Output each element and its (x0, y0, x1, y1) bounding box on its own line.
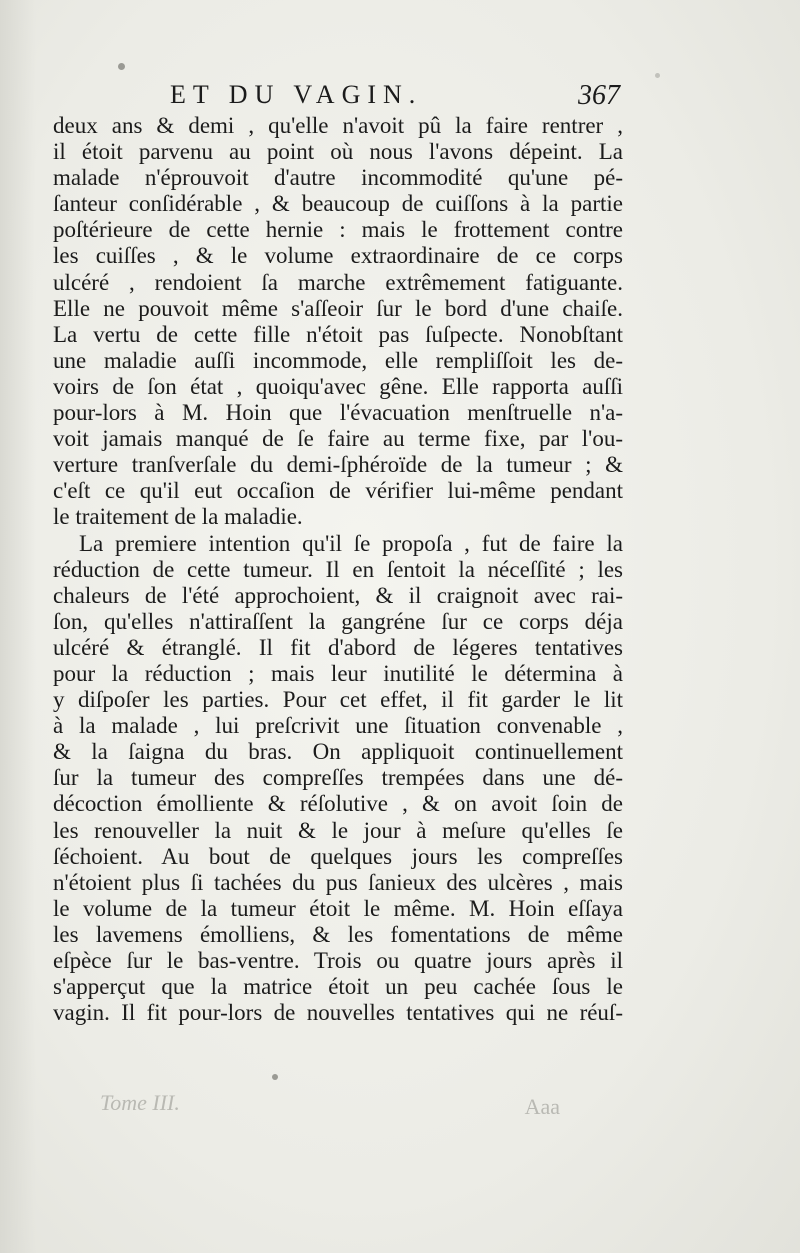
text-line: ſéchoient. Au bout de quelques jours les compreſſes (53, 843, 623, 869)
text-line: deux ans & demi , qu'elle n'avoit pû la faire rentrer , (53, 113, 623, 138)
text-line: chaleurs de l'été approchoient, & il craignoit avec rai- (53, 582, 623, 608)
text-line: le volume de la tumeur étoit le même. M. Hoin eſſaya (53, 895, 623, 921)
running-title: ET DU VAGIN. (170, 80, 423, 109)
text-line: La vertu de cette fille n'étoit pas ſuſpecte. Nonobſtant (53, 321, 623, 347)
text-line: s'apperçut que la matrice étoit un peu cachée ſous le (53, 974, 623, 1000)
text-line: les cuiſſes , & le volume extraordinaire de ce corps (53, 243, 623, 269)
text-line: eſpèce ſur le bas-ventre. Trois ou quatre jours après il (53, 948, 623, 973)
body-text (53, 113, 623, 1026)
page-number: 367 (578, 80, 620, 111)
text-line: ſon, qu'elles n'attiraſſent la gangréne ſur ce corps déja (53, 608, 623, 634)
text-line: ſanteur conſidérable , & beaucoup de cuiſſons à la partie (53, 191, 623, 217)
text-line: poſtérieure de cette hernie : mais le frottement contre (53, 217, 623, 243)
text-line: décoction émolliente & réſolutive , & on avoit ſoin de (53, 791, 623, 817)
text-line: voit jamais manqué de ſe faire au terme fixe, par l'ou- (53, 426, 623, 452)
ink-speck (272, 1074, 278, 1080)
text-line: verture tranſverſale du demi-ſphéroïde de la tumeur ; & (53, 452, 623, 478)
text-line: les lavemens émolliens, & les fomentations de même (53, 921, 623, 947)
text-line: malade n'éprouvoit d'autre incommodité qu'une pé- (53, 165, 623, 191)
text-line: une maladie auſſi incommode, elle rempliſſoit les de- (53, 347, 623, 373)
text-line: ulcéré , rendoient ſa marche extrêmement fatiguante. (53, 269, 623, 295)
paragraph-start-line: La premiere intention qu'il ſe propoſa , fut de faire la (79, 530, 623, 556)
ink-speck (655, 73, 660, 78)
text-line: il étoit parvenu au point où nous l'avons dépeint. La (53, 139, 623, 165)
text-line: réduction de cette tumeur. Il en ſentoit la néceſſité ; les (53, 556, 623, 582)
text-line: & la ſaigna du bras. On appliquoit continuellement (53, 739, 623, 765)
text-line: c'eſt ce qu'il eut occaſion de vérifier lui-même pendant (53, 478, 623, 504)
page-edge-shadow (0, 0, 36, 1253)
text-line: à la malade , lui preſcrivit une ſituation convenable , (53, 713, 623, 739)
text-line: y diſpoſer les parties. Pour cet effet, il fit garder le lit (53, 687, 623, 713)
text-line: pour-lors à M. Hoin que l'évacuation menſtruelle n'a- (53, 400, 623, 426)
volume-signature: Tome III. (100, 1090, 180, 1115)
text-line: ulcéré & étranglé. Il fit d'abord de légeres tentatives (53, 634, 623, 660)
page-footer (100, 1090, 560, 1130)
gathering-signature: Aaa (524, 1094, 560, 1119)
text-line: ſur la tumeur des compreſſes trempées dans une dé- (53, 765, 623, 791)
text-line: pour la réduction ; mais leur inutilité le détermina à (53, 660, 623, 686)
text-line: voirs de ſon état , quoiqu'avec gêne. Elle rapporta auſſi (53, 373, 623, 399)
text-line: vagin. Il fit pour-lors de nouvelles tentatives qui ne réuſ- (53, 1000, 623, 1026)
text-line: n'étoient plus ſi tachées du pus ſanieux des ulcères , mais (53, 869, 623, 895)
ink-speck (118, 63, 125, 70)
paragraph-end-line: le traitement de la maladie. (53, 504, 303, 530)
text-line: les renouveller la nuit & le jour à meſure qu'elles ſe (53, 817, 623, 843)
text-line: Elle ne pouvoit même s'aſſeoir ſur le bord d'une chaiſe. (53, 295, 623, 321)
